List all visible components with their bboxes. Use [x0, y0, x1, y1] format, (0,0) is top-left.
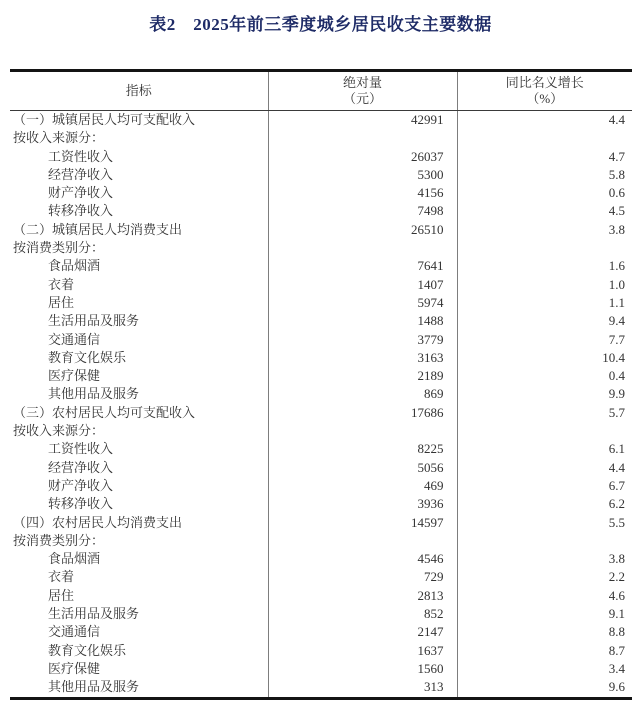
- table-row: [10, 148, 632, 166]
- absolute-amount-cell: 5300: [268, 166, 457, 184]
- table-row: [10, 477, 632, 495]
- header-growth-line2: （%）: [526, 91, 564, 106]
- indicator-cell: 按消费类别分：: [13, 532, 105, 548]
- income-expenditure-table: [10, 69, 632, 700]
- table-row: [10, 440, 632, 458]
- indicator-cell: 转移净收入: [48, 496, 114, 512]
- indicator-cell: 生活用品及服务: [48, 313, 140, 329]
- indicator-cell: 生活用品及服务: [48, 606, 140, 622]
- table-row: [10, 221, 632, 239]
- absolute-amount-cell: 4546: [268, 550, 457, 568]
- absolute-amount-cell: 2147: [268, 623, 457, 641]
- indicator-cell: 衣着: [48, 569, 75, 585]
- header-indicator: [10, 71, 268, 111]
- indicator-cell: 交通通信: [48, 624, 101, 640]
- growth-rate-cell: 9.4: [457, 312, 632, 330]
- indicator-cell: 按收入来源分：: [13, 423, 105, 439]
- table-row: [10, 459, 632, 477]
- header-indicator-label: 指标: [125, 83, 152, 98]
- indicator-cell: 工资性收入: [48, 441, 114, 457]
- header-growth-line1: 同比名义增长: [505, 75, 584, 90]
- growth-rate-cell: 4.7: [457, 148, 632, 166]
- absolute-amount-cell: 1488: [268, 312, 457, 330]
- indicator-cell: 经营净收入: [48, 166, 114, 182]
- growth-rate-cell: 1.0: [457, 276, 632, 294]
- growth-rate-cell: [457, 129, 632, 147]
- indicator-cell: 居住: [48, 294, 75, 310]
- absolute-amount-cell: 17686: [268, 404, 457, 422]
- indicator-cell: 经营净收入: [48, 459, 114, 475]
- growth-rate-cell: 3.8: [457, 221, 632, 239]
- growth-rate-cell: 7.7: [457, 331, 632, 349]
- header-absolute-line2: （元）: [342, 91, 382, 106]
- indicator-cell: 按收入来源分：: [13, 130, 105, 146]
- absolute-amount-cell: 1560: [268, 660, 457, 678]
- growth-rate-cell: 5.8: [457, 166, 632, 184]
- table-row: [10, 495, 632, 513]
- growth-rate-cell: 2.2: [457, 568, 632, 586]
- absolute-amount-cell: 3163: [268, 349, 457, 367]
- table-title: 表2 2025年前三季度城乡居民收支主要数据: [149, 15, 492, 34]
- table-row: [10, 550, 632, 568]
- table-row: [10, 514, 632, 532]
- absolute-amount-cell: 3779: [268, 331, 457, 349]
- indicator-cell: 交通通信: [48, 331, 101, 347]
- indicator-cell: 其他用品及服务: [48, 386, 140, 402]
- table-row: [10, 202, 632, 220]
- absolute-amount-cell: 4156: [268, 184, 457, 202]
- absolute-amount-cell: [268, 422, 457, 440]
- growth-rate-cell: 5.5: [457, 514, 632, 532]
- growth-rate-cell: 6.7: [457, 477, 632, 495]
- growth-rate-cell: 9.6: [457, 678, 632, 698]
- absolute-amount-cell: 26037: [268, 148, 457, 166]
- absolute-amount-cell: 313: [268, 678, 457, 698]
- table-row: [10, 184, 632, 202]
- absolute-amount-cell: 1637: [268, 642, 457, 660]
- absolute-amount-cell: 869: [268, 385, 457, 403]
- growth-rate-cell: 3.8: [457, 550, 632, 568]
- absolute-amount-cell: 2189: [268, 367, 457, 385]
- absolute-amount-cell: 5974: [268, 294, 457, 312]
- growth-rate-cell: 4.6: [457, 587, 632, 605]
- growth-rate-cell: 1.1: [457, 294, 632, 312]
- indicator-cell: 医疗保健: [48, 368, 101, 384]
- table-row: [10, 660, 632, 678]
- table-row: [10, 385, 632, 403]
- growth-rate-cell: 4.4: [457, 459, 632, 477]
- growth-rate-cell: 1.6: [457, 257, 632, 275]
- absolute-amount-cell: 8225: [268, 440, 457, 458]
- absolute-amount-cell: 26510: [268, 221, 457, 239]
- table-row: [10, 257, 632, 275]
- page: [0, 10, 641, 700]
- table-row: [10, 294, 632, 312]
- header-row: [10, 71, 632, 111]
- growth-rate-cell: 6.2: [457, 495, 632, 513]
- indicator-cell: 教育文化娱乐: [48, 642, 127, 658]
- growth-rate-cell: [457, 422, 632, 440]
- header-absolute-amount: [268, 71, 457, 111]
- indicator-cell: 食品烟酒: [48, 258, 101, 274]
- table-row: [10, 312, 632, 330]
- indicator-cell: 居住: [48, 587, 75, 603]
- absolute-amount-cell: 7641: [268, 257, 457, 275]
- table-body: [10, 111, 632, 699]
- table-row: [10, 331, 632, 349]
- table-row: [10, 166, 632, 184]
- growth-rate-cell: 8.7: [457, 642, 632, 660]
- indicator-cell: 食品烟酒: [48, 551, 101, 567]
- indicator-cell: （三）农村居民人均可支配收入: [13, 404, 196, 420]
- absolute-amount-cell: 14597: [268, 514, 457, 532]
- indicator-cell: 财产净收入: [48, 185, 114, 201]
- table-row: [10, 642, 632, 660]
- growth-rate-cell: 4.5: [457, 202, 632, 220]
- growth-rate-cell: 5.7: [457, 404, 632, 422]
- table-row: [10, 349, 632, 367]
- header-absolute-line1: 绝对量: [342, 75, 382, 90]
- absolute-amount-cell: 5056: [268, 459, 457, 477]
- table-row: [10, 422, 632, 440]
- indicator-cell: （二）城镇居民人均消费支出: [13, 221, 183, 237]
- indicator-cell: 转移净收入: [48, 203, 114, 219]
- growth-rate-cell: 9.9: [457, 385, 632, 403]
- growth-rate-cell: 4.4: [457, 111, 632, 130]
- indicator-cell: 其他用品及服务: [48, 679, 140, 695]
- indicator-cell: （一）城镇居民人均可支配收入: [13, 112, 196, 127]
- growth-rate-cell: 9.1: [457, 605, 632, 623]
- table-row: [10, 367, 632, 385]
- table-row: [10, 239, 632, 257]
- absolute-amount-cell: 2813: [268, 587, 457, 605]
- indicator-cell: 工资性收入: [48, 148, 114, 164]
- growth-rate-cell: [457, 239, 632, 257]
- absolute-amount-cell: [268, 239, 457, 257]
- growth-rate-cell: 0.4: [457, 367, 632, 385]
- table-row: [10, 678, 632, 698]
- header-yoy-growth: [457, 71, 632, 111]
- table-row: [10, 587, 632, 605]
- table-row: [10, 111, 632, 130]
- growth-rate-cell: 10.4: [457, 349, 632, 367]
- table-row: [10, 129, 632, 147]
- table-row: [10, 532, 632, 550]
- indicator-cell: 按消费类别分：: [13, 240, 105, 256]
- indicator-cell: 衣着: [48, 276, 75, 292]
- indicator-cell: 财产净收入: [48, 477, 114, 493]
- growth-rate-cell: 3.4: [457, 660, 632, 678]
- table-row: [10, 568, 632, 586]
- absolute-amount-cell: 729: [268, 568, 457, 586]
- indicator-cell: 教育文化娱乐: [48, 349, 127, 365]
- absolute-amount-cell: 1407: [268, 276, 457, 294]
- table-row: [10, 605, 632, 623]
- indicator-cell: （四）农村居民人均消费支出: [13, 514, 183, 530]
- growth-rate-cell: 6.1: [457, 440, 632, 458]
- absolute-amount-cell: 7498: [268, 202, 457, 220]
- growth-rate-cell: 8.8: [457, 623, 632, 641]
- absolute-amount-cell: [268, 129, 457, 147]
- absolute-amount-cell: 852: [268, 605, 457, 623]
- table-row: [10, 276, 632, 294]
- absolute-amount-cell: 469: [268, 477, 457, 495]
- absolute-amount-cell: 3936: [268, 495, 457, 513]
- growth-rate-cell: [457, 532, 632, 550]
- growth-rate-cell: 0.6: [457, 184, 632, 202]
- absolute-amount-cell: 42991: [268, 111, 457, 130]
- indicator-cell: 医疗保健: [48, 660, 101, 676]
- table-row: [10, 404, 632, 422]
- table-row: [10, 623, 632, 641]
- absolute-amount-cell: [268, 532, 457, 550]
